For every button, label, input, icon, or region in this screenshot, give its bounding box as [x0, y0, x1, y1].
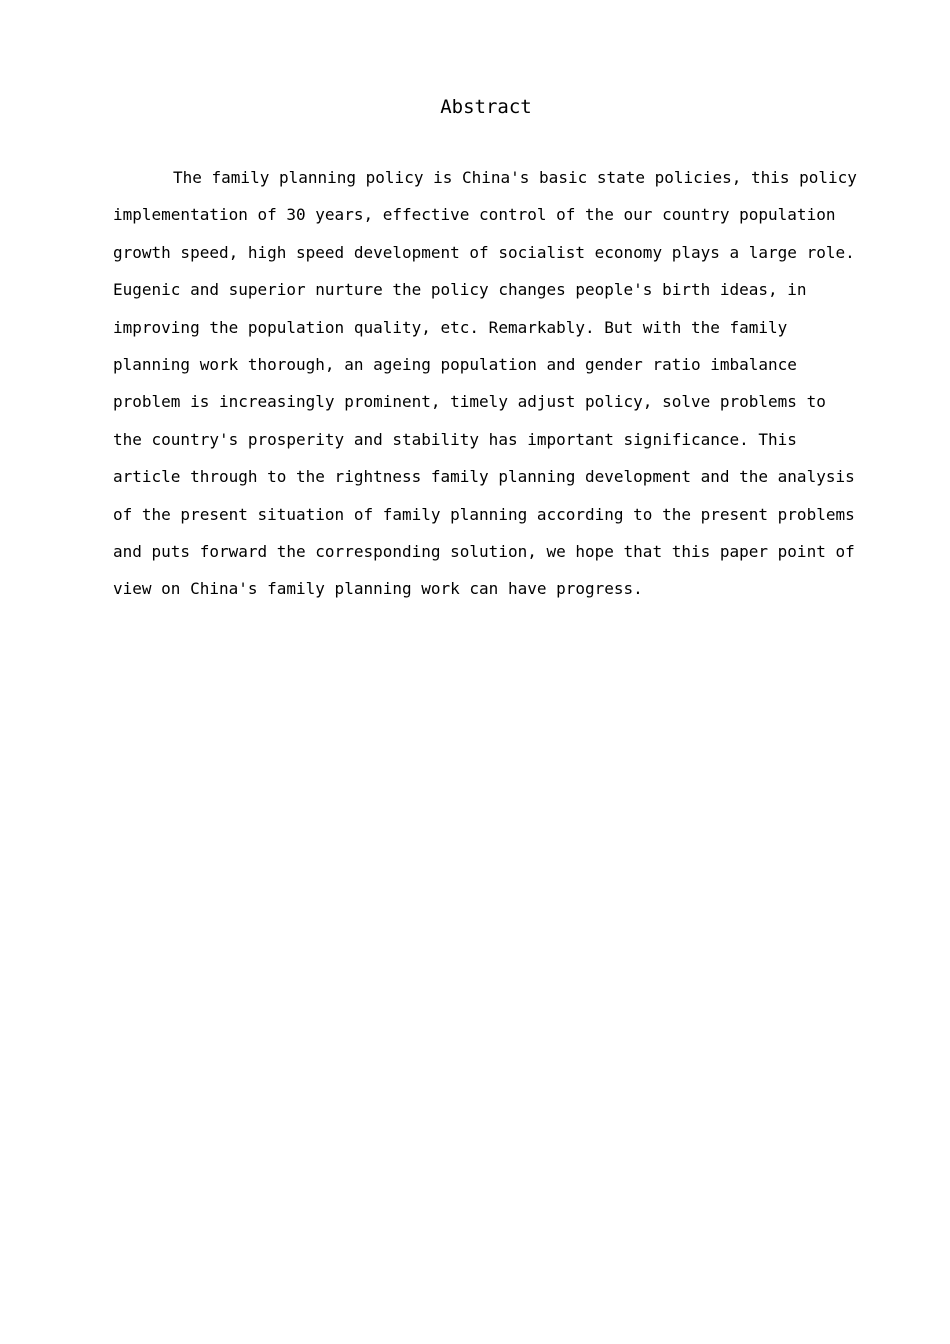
abstract-line: improving the population quality, etc. Remarkably. But with the family — [113, 317, 788, 337]
abstract-line: of the present situation of family planning according to the present problems — [113, 504, 855, 524]
abstract-line: view on China's family planning work can have progress. — [113, 579, 643, 599]
abstract-body — [113, 159, 858, 608]
abstract-line: and puts forward the corresponding solution, we hope that this paper point of — [113, 541, 855, 561]
abstract-line: The family planning policy is China's basic state policies, this policy — [173, 168, 857, 187]
abstract-line: the country's prosperity and stability has important significance. This — [113, 429, 797, 449]
abstract-line: article through to the rightness family planning development and the analysis — [113, 467, 855, 487]
abstract-line: problem is increasingly prominent, timely adjust policy, solve problems to — [113, 392, 826, 412]
abstract-line: implementation of 30 years, effective control of the our country population — [113, 205, 836, 225]
abstract-line: planning work thorough, an ageing population and gender ratio imbalance — [113, 354, 797, 374]
abstract-line: Eugenic and superior nurture the policy changes people's birth ideas, in — [113, 280, 807, 300]
abstract-line: growth speed, high speed development of socialist economy plays a large role. — [113, 242, 855, 262]
abstract-title: Abstract — [440, 96, 532, 118]
